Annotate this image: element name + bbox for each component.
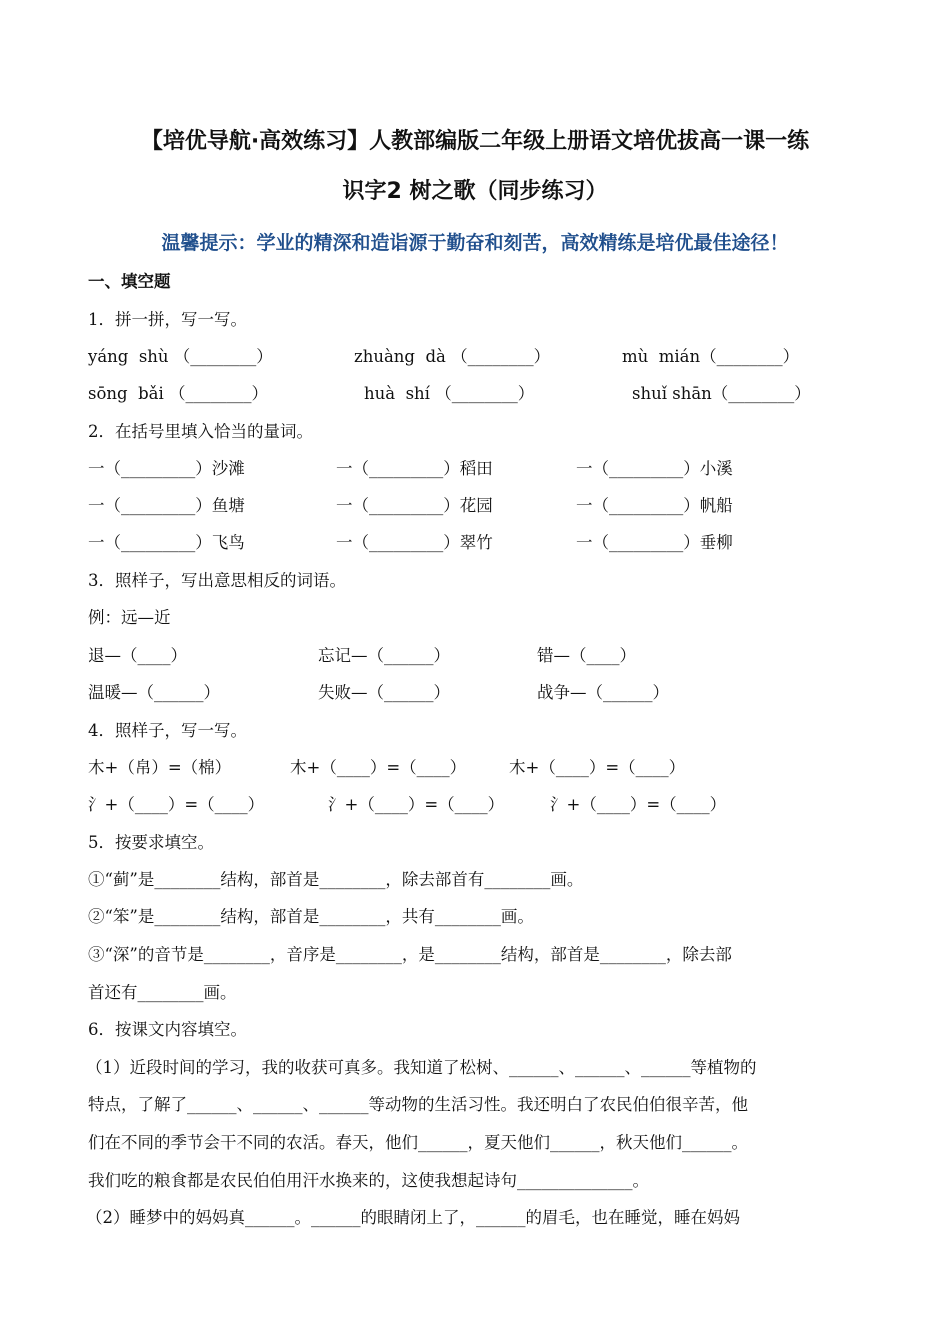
q5-item[interactable]: ②“笨”是________结构，部首是________，共有________画。: [88, 907, 534, 926]
q1-blank[interactable]: sōng bǎi （________）: [88, 384, 269, 403]
q3-example: 例：远—近: [88, 608, 171, 627]
q2-blank[interactable]: 一（_________）帆船: [576, 496, 733, 515]
q1-blank[interactable]: shuǐ shān（________）: [632, 384, 811, 403]
q2-blank[interactable]: 一（_________）小溪: [576, 459, 733, 478]
q2-blank[interactable]: 一（_________）垂柳: [576, 533, 733, 552]
q3-blank[interactable]: 错—（____）: [537, 646, 636, 665]
q1-blank[interactable]: mù mián（________）: [622, 347, 800, 366]
q4-blank[interactable]: 氵+（____）=（____）: [550, 795, 727, 814]
section-heading: 一、填空题: [88, 272, 171, 291]
q3-blank[interactable]: 温暖—（______）: [88, 683, 220, 702]
q6-paragraph-line[interactable]: （1）近段时间的学习，我的收获可真多。我知道了松树、______、______、______等植物的: [86, 1058, 757, 1077]
q6-paragraph-line[interactable]: 我们吃的粮食都是农民伯伯用汗水换来的，这使我想起诗句______________。: [88, 1171, 649, 1190]
q6-paragraph-line[interactable]: （2）睡梦中的妈妈真______。______的眼睛闭上了，______的眉毛，也在睡觉，睡在妈妈: [86, 1208, 740, 1227]
q1-blank[interactable]: zhuàng dà （________）: [354, 347, 551, 366]
q2-blank[interactable]: 一（_________）翠竹: [336, 533, 493, 552]
q4-blank[interactable]: 氵+（____）=（____）: [328, 795, 505, 814]
page-title-line2: 识字2 树之歌（同步练习）: [342, 179, 608, 204]
q4-blank[interactable]: 木+（____）=（____）: [290, 758, 467, 777]
q2-blank[interactable]: 一（_________）稻田: [336, 459, 493, 478]
q5-item[interactable]: ③“深”的音节是________，音序是________，是________结构，部首是________，除去部: [88, 945, 732, 964]
q4-blank[interactable]: 氵+（____）=（____）: [88, 795, 265, 814]
q3-blank[interactable]: 失败—（______）: [318, 683, 450, 702]
q1-blank[interactable]: yáng shù （________）: [88, 347, 273, 366]
q2-prompt: 2．在括号里填入恰当的量词。: [88, 422, 313, 441]
q5-item[interactable]: ①“蓟”是________结构，部首是________，除去部首有________画。: [88, 870, 584, 889]
q3-blank[interactable]: 忘记—（______）: [318, 646, 450, 665]
q3-prompt: 3．照样子，写出意思相反的词语。: [88, 571, 346, 590]
q2-blank[interactable]: 一（_________）鱼塘: [88, 496, 245, 515]
q4-blank[interactable]: 木+（____）=（____）: [509, 758, 686, 777]
q4-example: 木+（帛）=（棉）: [88, 758, 232, 777]
q5-prompt: 5．按要求填空。: [88, 833, 214, 852]
tip-text: 温馨提示：学业的精深和造诣源于勤奋和刻苦，高效精练是培优最佳途径！: [161, 232, 789, 254]
q6-paragraph-line[interactable]: 特点，了解了______、______、______等动物的生活习性。我还明白了农民伯伯很辛苦，他: [88, 1095, 748, 1114]
q6-paragraph-line[interactable]: 们在不同的季节会干不同的农活。春天，他们______，夏天他们______，秋天他们______。: [88, 1133, 748, 1152]
q5-item[interactable]: 首还有________画。: [88, 983, 237, 1002]
q2-blank[interactable]: 一（_________）沙滩: [88, 459, 245, 478]
q6-prompt: 6．按课文内容填空。: [88, 1020, 247, 1039]
q2-blank[interactable]: 一（_________）花园: [336, 496, 493, 515]
q3-blank[interactable]: 退—（____）: [88, 646, 187, 665]
page-title-line1: 【培优导航·高效练习】人教部编版二年级上册语文培优拔高一课一练: [140, 129, 810, 154]
q1-prompt: 1．拼一拼，写一写。: [88, 310, 247, 329]
q2-blank[interactable]: 一（_________）飞鸟: [88, 533, 245, 552]
q4-prompt: 4．照样子，写一写。: [88, 721, 247, 740]
q1-blank[interactable]: huà shí （________）: [364, 384, 535, 403]
q3-blank[interactable]: 战争—（______）: [537, 683, 669, 702]
